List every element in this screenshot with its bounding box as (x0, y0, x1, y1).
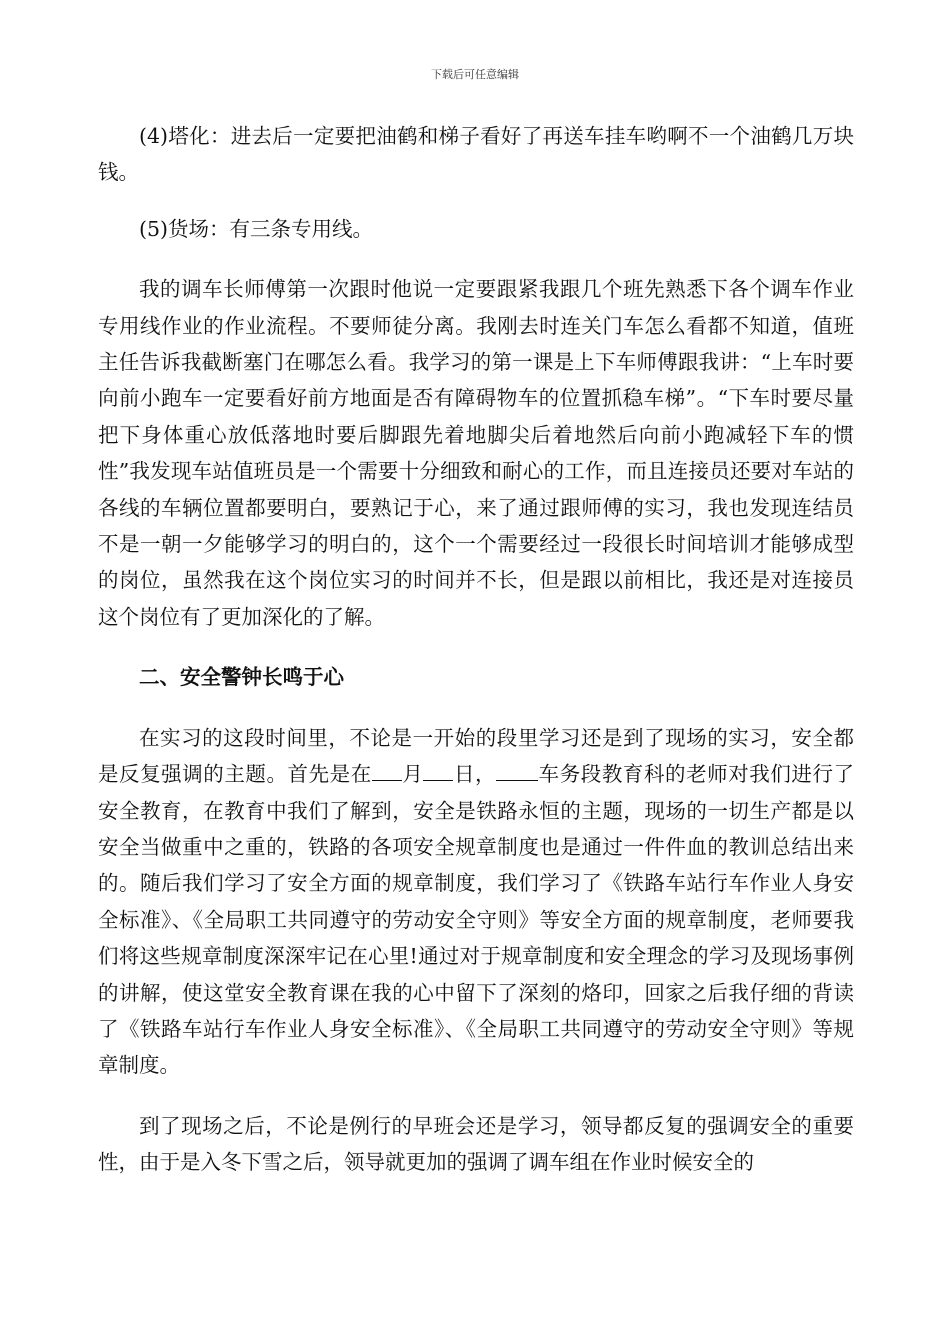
list-item-5 (98, 211, 854, 247)
paragraph-mentor: 我的调车长师傅第一次跟时他说一定要跟紧我跟几个班先熟悉下各个调车作业专用线作业的作业流程。不要师徒分离。我刚去时连关门车怎么看都不知道，值班主任告诉我截断塞门在哪怎么看。我学习的第一课是上下车师傅跟我讲：“上车时要向前小跑车一定要看好前方地面是否有障碍物车的位置抓稳车梯”。“下车时要尽量把下身体重心放低落地时要后脚跟先着地脚尖后着地然后向前小跑减轻下车的惯性”我发现车站值班员是一个需要十分细致和耐心的工作，而且连接员还要对车站的各线的车辆位置都要明白，要熟记于心，来了通过跟师傅的实习，我也发现连结员不是一朝一夕能够学习的明白的，这个一个需要经过一段很长时间培训才能够成型的岗位，虽然我在这个岗位实习的时间并不长，但是跟以前相比，我还是对连接员这个岗位有了更加深化的了解。 (98, 277, 854, 629)
paragraph-safety: 在实习的这段时间里，不论是一开始的段里学习还是到了现场的实习，安全都是反复强调的主题。首先是在 月 日， 车务段教育科的老师对我们进行了安全教育，在教育中我们了解到，安全是铁路永恒的主题，现场的一切生产都是以安全当做重中之重的，铁路的各项安全规章制度也是通过一件件血的教训总结出来的。随后我们学习了安全方面的规章制度，我们学习了《铁路车站行车作业人身安全标准》、《全局职工共同遵守的劳动安全守则》等安全方面的规章制度，老师要我们将这些规章制度深深牢记在心里!通过对于规章制度和安全理念的学习及现场事例的讲解，使这堂安全教育课在我的心中留下了深刻的烙印，回家之后我仔细的背读了《铁路车站行车作业人身安全标准》、《全局职工共同遵守的劳动安全守则》等规章制度。 (98, 725, 855, 1078)
section-heading: 二、安全警钟长鸣于心 (139, 665, 344, 690)
list-item-4 (98, 118, 854, 191)
paragraph-onsite: 到了现场之后，不论是例行的早班会还是学习，领导都反复的强调安全的重要性，由于是入冬下雪之后，领导就更加的强调了调车组在作业时候安全的 (98, 1113, 854, 1175)
page-header: 下载后可任意编辑 (431, 68, 519, 81)
item-text: 进去后一定要把油鹤和梯子看好了再送车挂车哟啊不一个油鹤几万块钱。 (98, 124, 854, 185)
document-body (98, 118, 854, 1181)
item-label: (4)塔化： (139, 124, 231, 148)
item-text: 有三条专用线。 (229, 216, 374, 241)
blank-month (372, 762, 402, 781)
blank-org (496, 762, 538, 781)
blank-day (423, 762, 453, 781)
item-label: (5)货场： (139, 216, 230, 241)
